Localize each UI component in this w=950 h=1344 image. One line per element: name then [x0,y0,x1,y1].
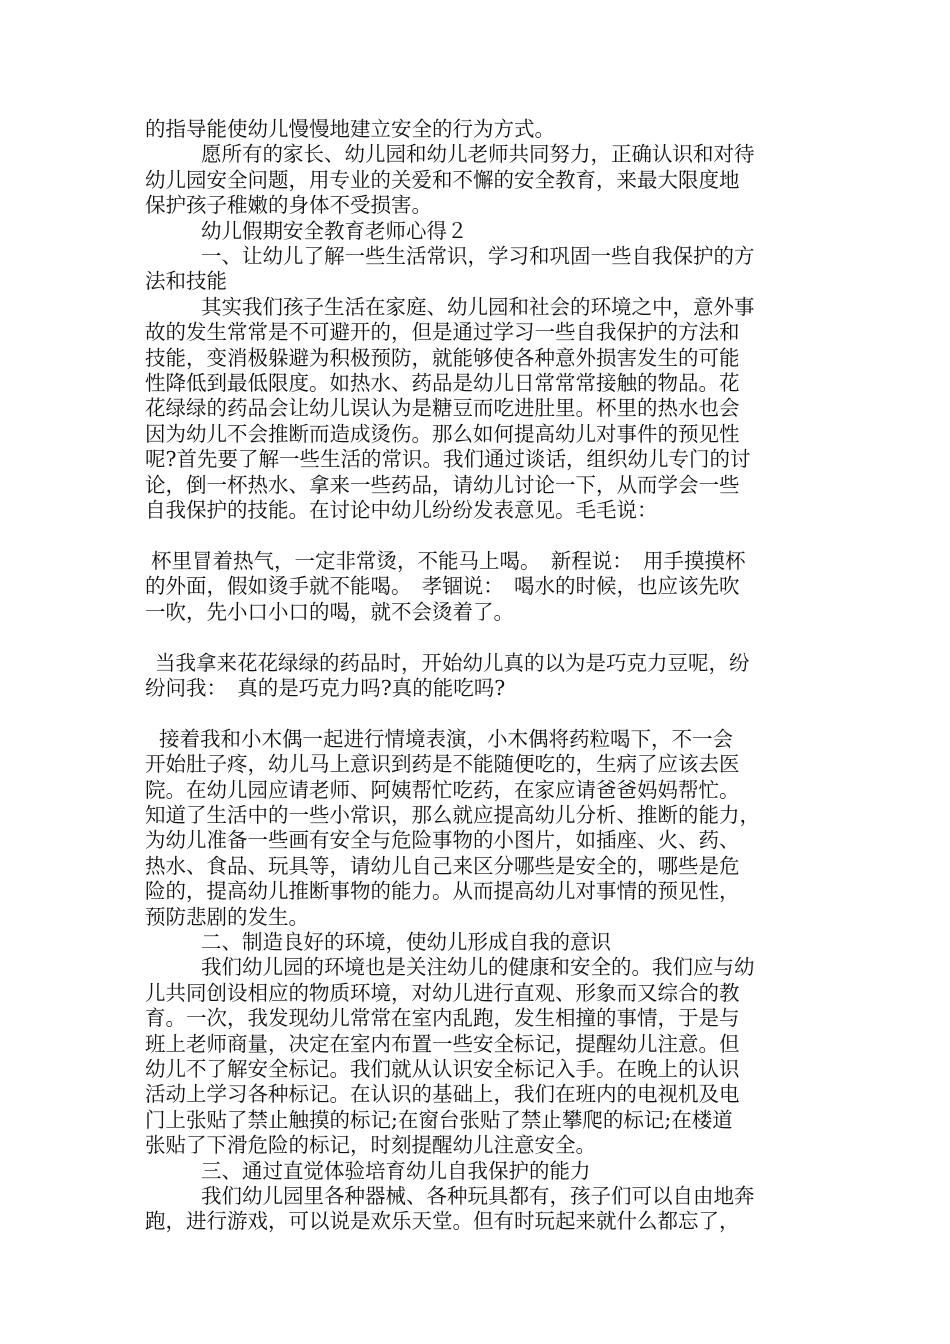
text-line: 院。在幼儿园应请老师、阿姨帮忙吃药，在家应请爸爸妈妈帮忙。 [145,777,740,802]
paragraph-start: 我们幼儿园里各种器械、各种玩具都有，孩子们可以自由地奔 [201,1184,755,1209]
text-line: 育。一次，我发现幼儿常常在室内乱跑，发生相撞的事情，于是与 [145,1006,740,1031]
section-heading: 二、制造良好的环境，使幼儿形成自我的意识 [201,929,611,954]
text-line: 花绿绿的药品会让幼儿误认为是糖豆而吃进肚里。杯里的热水也会 [145,396,740,421]
blank-line [145,701,813,726]
paragraph-start: 杯里冒着热气，一定非常烫，不能马上喝。 新程说： 用手摸摸杯 [151,548,746,573]
section-heading: 一、让幼儿了解一些生活常识，学习和巩固一些自我保护的方 [201,244,755,269]
text-line: 保护孩子稚嫩的身体不受损害。 [145,193,432,218]
paragraph-start: 其实我们孩子生活在家庭、幼儿园和社会的环境之中，意外事 [201,294,755,319]
text-line: 法和技能 [145,269,227,294]
text-line: 呢?首先要了解一些生活的常识。我们通过谈话，组织幼儿专门的讨 [145,447,751,472]
text-line: 技能，变消极躲避为积极预防，就能够使各种意外损害发生的可能 [145,345,740,370]
text-line: 知道了生活中的一些小常识，那么就应提高幼儿分析、推断的能力， [145,802,760,827]
text-line: 为幼儿准备一些画有安全与危险事物的小图片，如插座、火、药、 [145,828,740,853]
text-line: 性降低到最低限度。如热水、药品是幼儿日常常常接触的物品。花 [145,371,740,396]
paragraph-start: 我们幼儿园的环境也是关注幼儿的健康和安全的。我们应与幼 [201,955,755,980]
section-title: 幼儿假期安全教育老师心得２ [201,218,468,243]
text-line: 幼儿不了解安全标记。我们就从认识安全标记入手。在晚上的认识 [145,1056,740,1081]
paragraph-start: 当我拿来花花绿绿的药品时，开始幼儿真的以为是巧克力豆呢，纷 [155,650,750,675]
text-line: 因为幼儿不会推断而造成烫伤。那么如何提高幼儿对事件的预见性 [145,421,740,446]
section-heading: 三、通过直觉体验培育幼儿自我保护的能力 [201,1158,591,1183]
text-line: 热水、食品、玩具等，请幼儿自己来区分哪些是安全的，哪些是危 [145,853,740,878]
blank-line [145,524,813,549]
text-line: 张贴了下滑危险的标记，时刻提醒幼儿注意安全。 [145,1133,596,1158]
text-line: 险的，提高幼儿推断事物的能力。从而提高幼儿对事情的预见性， [145,879,740,904]
text-line: 预防悲剧的发生。 [145,904,309,929]
text-line: 论，倒一杯热水、拿来一些药品，请幼儿讨论一下，从而学会一些 [145,472,740,497]
blank-line [145,625,813,650]
text-line: 的外面，假如烫手就不能喝。 孝锢说： 喝水的时候，也应该先吹 [145,574,740,599]
text-line: 门上张贴了禁止触摸的标记;在窗台张贴了禁止攀爬的标记;在楼道 [145,1107,733,1132]
text-line: 活动上学习各种标记。在认识的基础上，我们在班内的电视机及电 [145,1082,740,1107]
text-line: 纷问我： 真的是巧克力吗?真的能吃吗? [145,675,506,700]
text-line: 班上老师商量，决定在室内布置一些安全标记，提醒幼儿注意。但 [145,1031,740,1056]
text-line: 跑，进行游戏，可以说是欢乐天堂。但有时玩起来就什么都忘了， [145,1209,740,1234]
text-line: 一吹，先小口小口的喝，就不会烫着了。 [145,599,514,624]
text-line: 幼儿园安全问题，用专业的关爱和不懈的安全教育，来最大限度地 [145,167,740,192]
text-line: 的指导能使幼儿慢慢地建立安全的行为方式。 [145,117,555,141]
paragraph-start: 愿所有的家长、幼儿园和幼儿老师共同努力，正确认识和对待 [201,142,755,167]
text-line: 故的发生常常是不可避开的，但是通过学习一些自我保护的方法和 [145,320,740,345]
paragraph-start: 接着我和小木偶一起进行情境表演，小木偶将药粒喝下，不一会 [159,726,733,751]
text-line: 自我保护的技能。在讨论中幼儿纷纷发表意见。毛毛说： [145,498,658,523]
text-line: 儿共同创设相应的物质环境，对幼儿进行直观、形象而又综合的教 [145,980,740,1005]
text-line: 开始肚子疼，幼儿马上意识到药是不能随便吃的，生病了应该去医 [145,752,740,777]
document-body [145,117,813,1235]
